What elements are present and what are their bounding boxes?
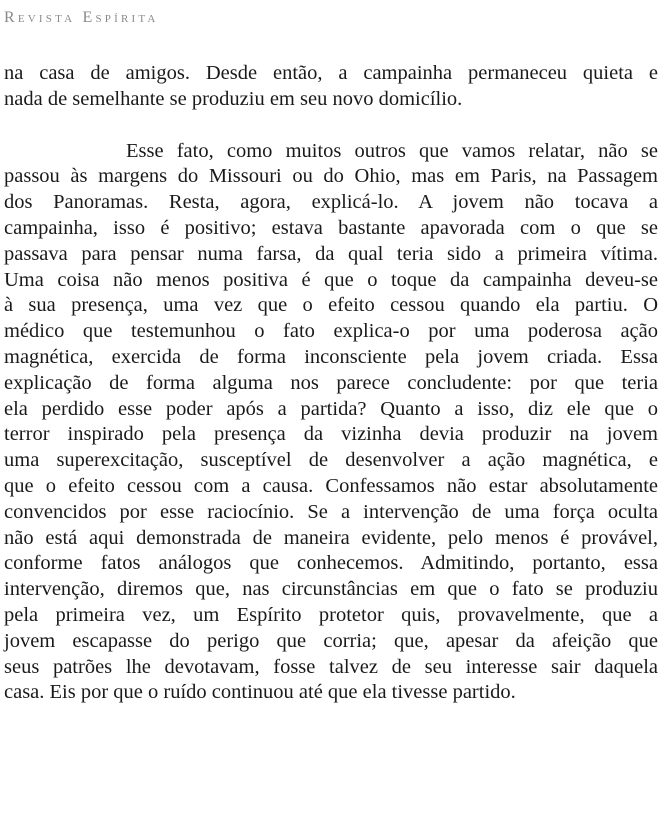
paragraph-2 bbox=[4, 139, 658, 707]
paragraph-1 bbox=[4, 61, 658, 113]
text-line: intervenção, diremos que, nas circunstâncias em que o fato se produziu bbox=[4, 578, 658, 601]
text-line: nada de semelhante se produziu em seu novo domicílio. bbox=[4, 87, 463, 110]
text-line: que o efeito cessou com a causa. Confessamos não estar absolutamente bbox=[4, 474, 658, 497]
text-line: não está aqui demonstrada de maneira evidente, pelo menos é provável, bbox=[4, 526, 658, 549]
text-line: uma superexcitação, susceptível de desenvolver a ação magnética, e bbox=[4, 449, 658, 472]
text-line: seus patrões lhe devotavam, fosse talvez de seu interesse sair daquela bbox=[4, 655, 658, 678]
text-line: conforme fatos análogos que conhecemos. Admitindo, portanto, essa bbox=[4, 552, 658, 575]
text-line: explicação de forma alguma nos parece concludente: por que teria bbox=[4, 371, 658, 394]
text-line: magnética, exercida de forma inconsciente pela jovem criada. Essa bbox=[4, 345, 658, 368]
text-line: médico que testemunhou o fato explica-o por uma poderosa ação bbox=[4, 320, 658, 343]
text-line: Uma coisa não menos positiva é que o toque da campainha deveu-se bbox=[4, 268, 658, 291]
text-line: pela primeira vez, um Espírito protetor quis, provavelmente, que a bbox=[4, 603, 658, 626]
running-header: Revista Espírita bbox=[4, 9, 159, 26]
text-line: dos Panoramas. Resta, agora, explicá-lo. A jovem não tocava a bbox=[4, 191, 658, 214]
text-line: terror inspirado pela presença da vizinha devia produzir na jovem bbox=[4, 423, 658, 446]
text-line: casa. Eis por que o ruído continuou até que ela tivesse partido. bbox=[4, 681, 516, 704]
text-line: passava para pensar numa farsa, da qual teria sido a primeira vítima. bbox=[4, 242, 658, 265]
text-line: na casa de amigos. Desde então, a campainha permaneceu quieta e bbox=[4, 62, 658, 84]
text-line: à sua presença, uma vez que o efeito cessou quando ela partiu. O bbox=[4, 294, 658, 317]
text-line: Esse fato, como muitos outros que vamos relatar, não se bbox=[126, 139, 658, 162]
body-text bbox=[4, 61, 658, 706]
text-line: ela perdido esse poder após a partida? Quanto a isso, diz ele que o bbox=[4, 397, 658, 420]
text-line: campainha, isso é positivo; estava bastante apavorada com o que se bbox=[4, 216, 658, 239]
text-line: jovem escapasse do perigo que corria; que, apesar da afeição que bbox=[4, 629, 658, 652]
text-line: convencidos por esse raciocínio. Se a intervenção de uma força oculta bbox=[4, 500, 658, 523]
text-line: passou às margens do Missouri ou do Ohio, mas em Paris, na Passagem bbox=[4, 165, 658, 188]
